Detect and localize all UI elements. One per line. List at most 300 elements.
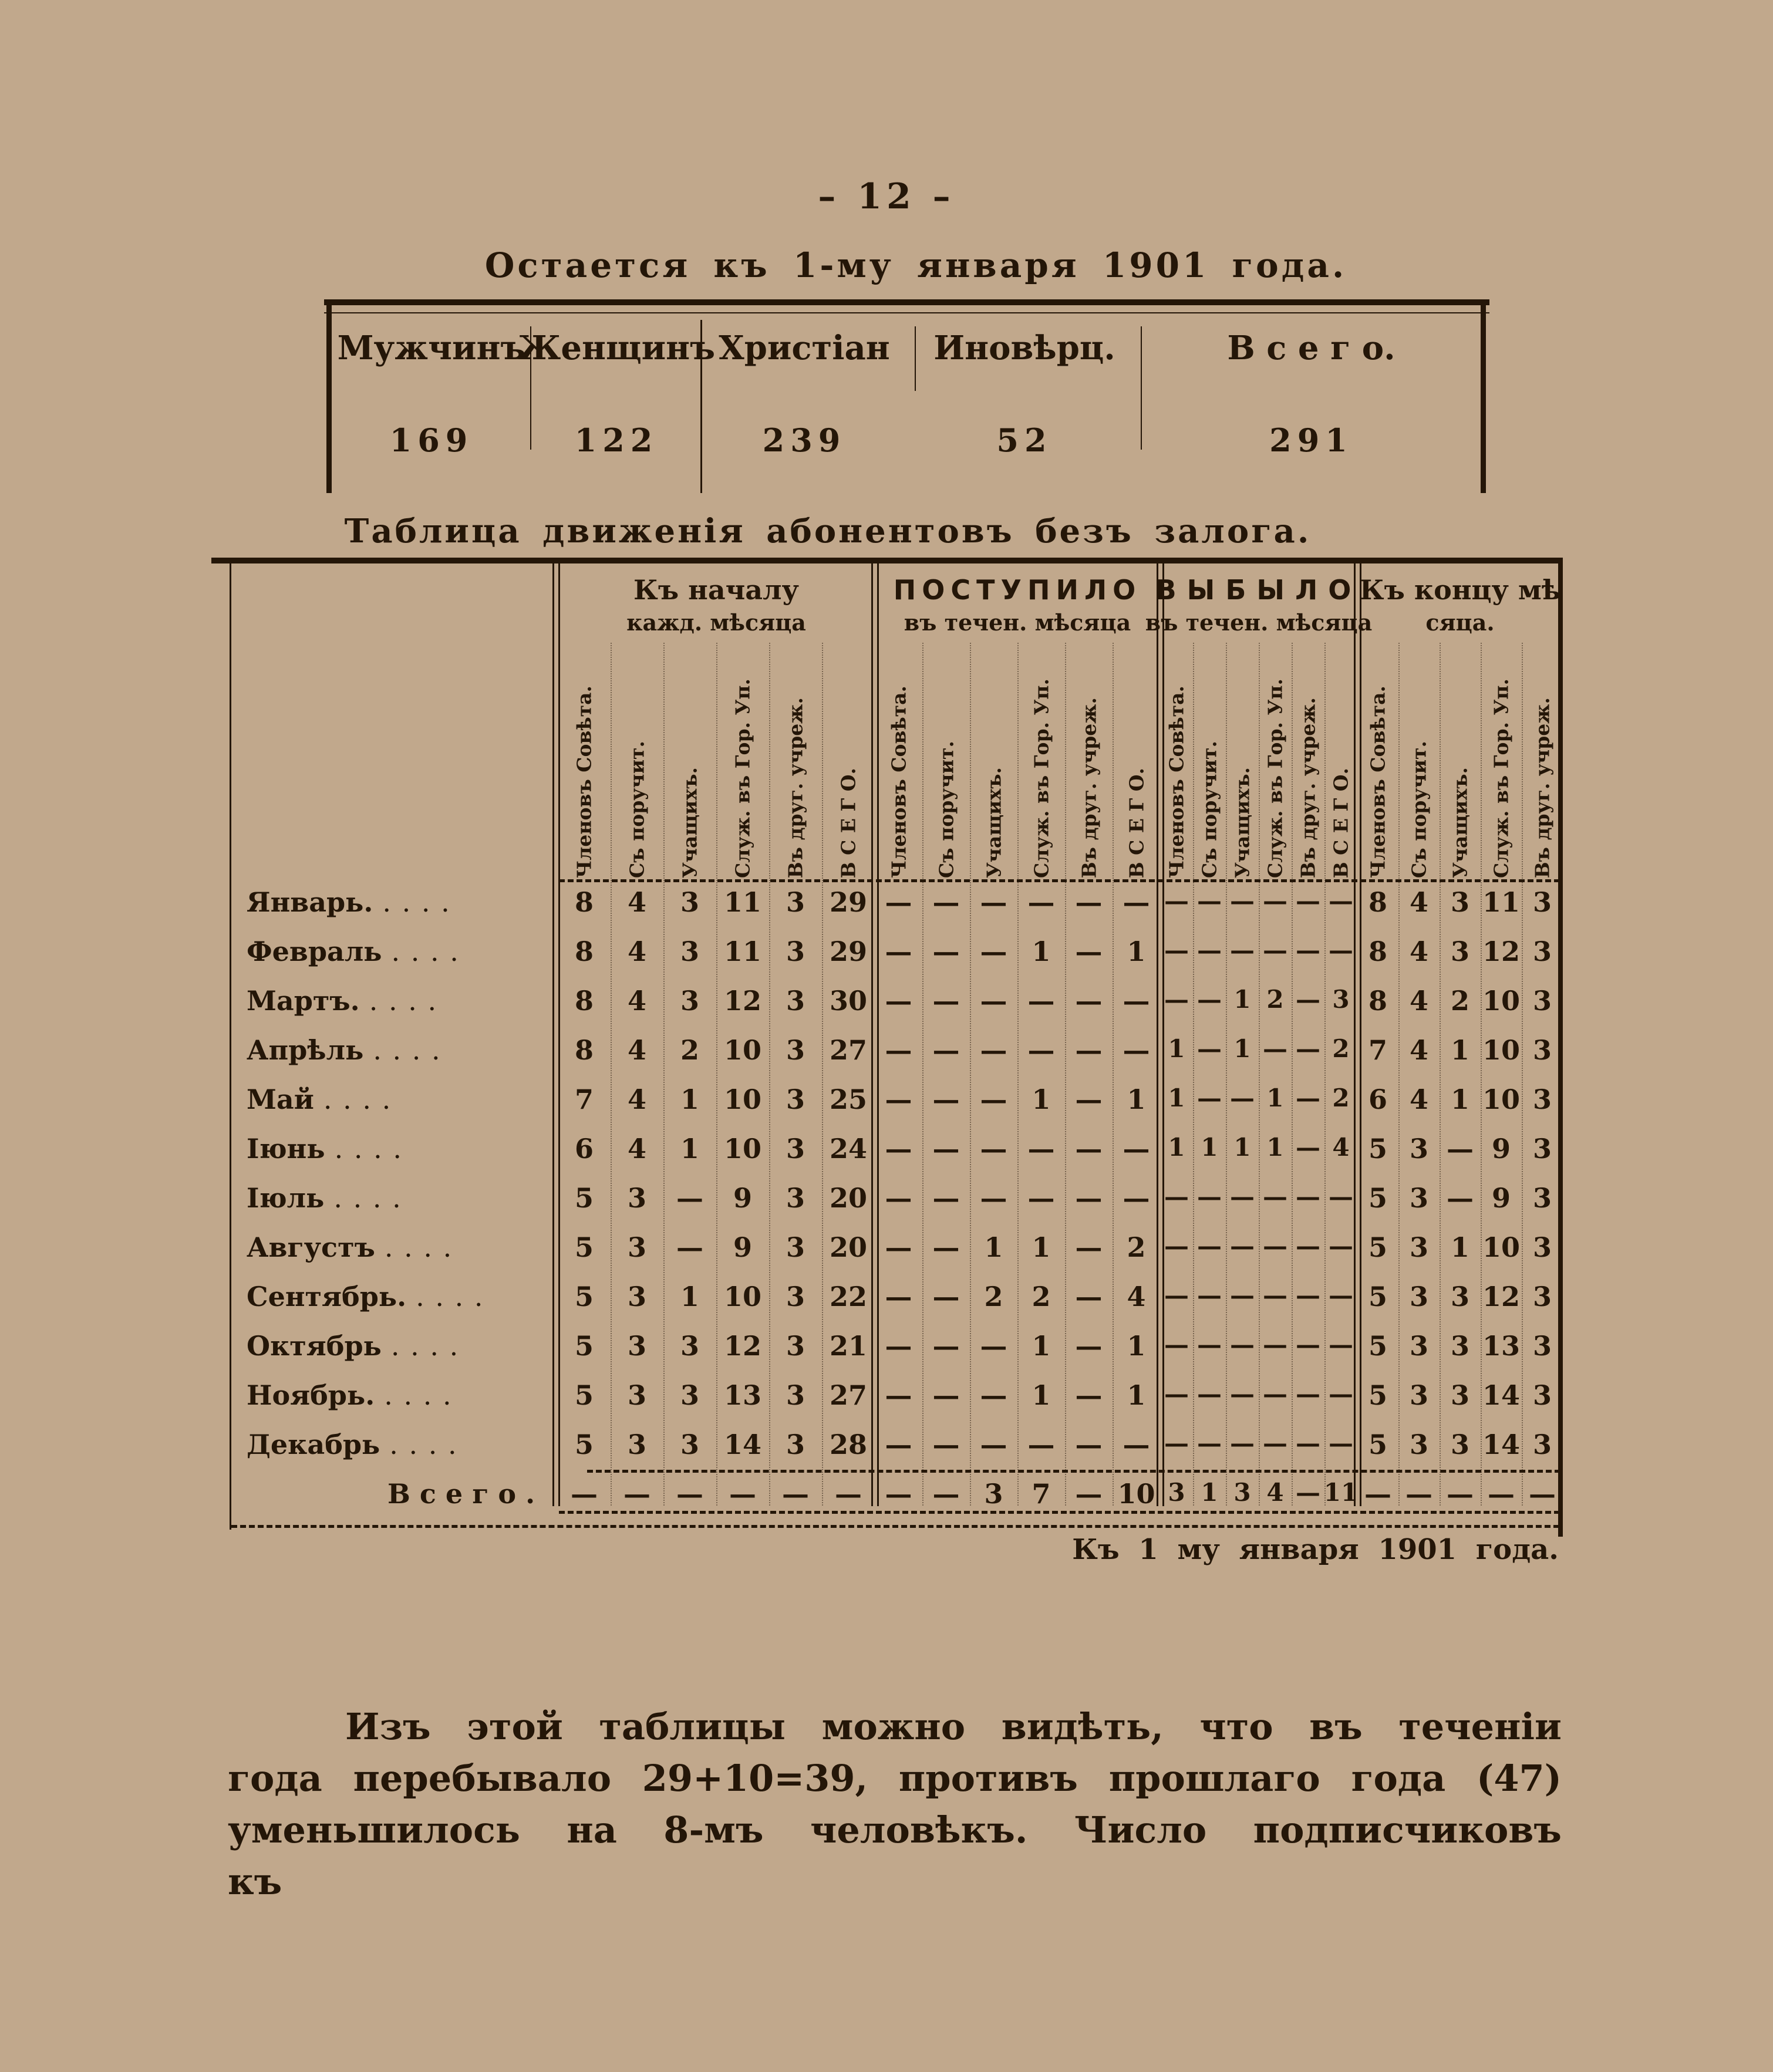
- data-cell: 4: [627, 1133, 647, 1165]
- data-cell: —: [1230, 1281, 1255, 1310]
- data-cell: 7: [1032, 1478, 1051, 1510]
- data-cell: 3: [1409, 1330, 1429, 1362]
- data-cell: 6: [574, 1133, 594, 1165]
- data-cell: —: [1329, 1429, 1353, 1457]
- data-cell: 10: [723, 1133, 762, 1165]
- data-cell: —: [1329, 1330, 1353, 1359]
- data-cell: 5: [1368, 1133, 1388, 1165]
- column-header-rotated: [922, 640, 970, 880]
- data-cell: —: [885, 1281, 912, 1312]
- data-cell: 3: [1409, 1379, 1429, 1411]
- dot-leader: . . . .: [334, 1133, 403, 1165]
- data-cell: 3: [627, 1379, 647, 1411]
- row-label-month: [247, 1182, 402, 1214]
- data-cell: 3: [1450, 1281, 1470, 1312]
- data-cell: —: [1075, 1182, 1103, 1214]
- data-cell: 21: [829, 1330, 868, 1362]
- data-cell: 3: [1532, 936, 1552, 967]
- data-cell: 3: [984, 1478, 1003, 1510]
- data-cell: —: [885, 1034, 912, 1066]
- data-cell: 10: [1482, 1231, 1521, 1263]
- summary-value: 122: [574, 421, 659, 459]
- data-cell: —: [1164, 1379, 1189, 1408]
- data-cell: 30: [829, 985, 868, 1017]
- data-cell: 27: [829, 1034, 868, 1066]
- dot-leader: . . . .: [390, 1330, 460, 1362]
- data-cell: 14: [1482, 1379, 1521, 1411]
- data-cell: —: [1447, 1133, 1474, 1165]
- bottom-rule: [231, 1525, 1559, 1528]
- column-header-rotated: [970, 640, 1017, 880]
- column-header-rotated: [1522, 640, 1563, 880]
- data-cell: —: [1075, 1379, 1103, 1411]
- dot-leader: . . . .: [369, 985, 438, 1017]
- data-cell: —: [932, 1429, 960, 1460]
- data-cell: —: [1447, 1182, 1474, 1214]
- data-cell: 3: [1532, 1330, 1552, 1362]
- dot-leader: . . . .: [416, 1281, 484, 1312]
- data-cell: 3: [786, 1034, 805, 1066]
- data-cell: —: [1329, 936, 1353, 964]
- data-cell: 11: [723, 886, 762, 918]
- data-cell: 1: [1168, 1084, 1185, 1112]
- data-cell: —: [885, 1182, 912, 1214]
- data-cell: 3: [786, 936, 805, 967]
- data-cell: —: [729, 1478, 756, 1510]
- data-cell: 4: [627, 1084, 647, 1115]
- data-cell: 3: [680, 936, 700, 967]
- data-cell: —: [1164, 1182, 1189, 1211]
- row-label-total: В с е г о .: [387, 1478, 535, 1510]
- data-cell: —: [1197, 1084, 1222, 1112]
- month-name: Декабрь: [247, 1429, 390, 1460]
- column-header-label: В С Е Г О.: [1329, 767, 1353, 878]
- data-cell: 3: [1450, 936, 1470, 967]
- data-cell: —: [1329, 1379, 1353, 1408]
- summary-col-header: В с е г о.: [1227, 329, 1396, 367]
- column-header-label: Съ поручит.: [1407, 741, 1431, 878]
- column-header-label: Служ. въ Гор. Уп.: [1489, 679, 1513, 878]
- column-header-label: Учащихъ.: [1448, 767, 1472, 878]
- data-cell: —: [1075, 1231, 1103, 1263]
- column-header-rotated: [769, 640, 822, 880]
- dot-leader: . . . .: [323, 1084, 392, 1115]
- summary-col-header: Мужчинъ: [337, 329, 526, 367]
- data-cell: —: [1027, 1182, 1055, 1214]
- data-cell: 10: [1117, 1478, 1155, 1510]
- data-cell: —: [932, 1034, 960, 1066]
- data-cell: —: [1263, 1182, 1287, 1211]
- column-header-label: Съ поручит.: [625, 741, 649, 878]
- column-header-rotated: [1065, 640, 1113, 880]
- column-header-label: Учащихъ.: [678, 767, 702, 878]
- data-cell: 5: [1368, 1231, 1388, 1263]
- data-cell: 3: [1409, 1133, 1429, 1165]
- data-cell: —: [1027, 1133, 1055, 1165]
- data-cell: 1: [1450, 1231, 1470, 1263]
- column-header-label: В С Е Г О.: [837, 767, 860, 878]
- data-cell: 3: [627, 1231, 647, 1263]
- data-cell: 3: [627, 1330, 647, 1362]
- column-header-rotated: [1193, 640, 1226, 880]
- data-cell: 4: [627, 886, 647, 918]
- data-cell: 1: [1032, 1084, 1051, 1115]
- data-cell: 14: [1482, 1429, 1521, 1460]
- data-cell: 24: [829, 1133, 868, 1165]
- data-cell: 3: [1532, 1034, 1552, 1066]
- data-cell: —: [1230, 886, 1255, 915]
- data-cell: 3: [1168, 1478, 1185, 1507]
- column-header-label: Членовъ Совѣта.: [1165, 685, 1188, 878]
- data-cell: 8: [574, 936, 594, 967]
- data-cell: 5: [1368, 1281, 1388, 1312]
- body-paragraph: Изъ этой таблицы можно видѣть, что въ теченіи года перебывало 29+10=39, противъ прошлаго года (47) уменьшилось на 8-мъ человѣкъ. Число подписчиковъ къ: [228, 1705, 1562, 1903]
- column-header-label: Служ. въ Гор. Уп.: [731, 679, 754, 878]
- column-header-rotated: [558, 640, 611, 880]
- data-cell: 3: [1532, 1429, 1552, 1460]
- column-header-rotated: [1113, 640, 1160, 880]
- data-cell: —: [1123, 1182, 1150, 1214]
- data-cell: —: [1197, 886, 1222, 915]
- column-header-rotated: [1398, 640, 1440, 880]
- data-cell: —: [1123, 1133, 1150, 1165]
- column-header-label: Въ друг. учреж.: [1296, 697, 1320, 878]
- column-header-rotated: [1226, 640, 1259, 880]
- table-rule-right: [1481, 299, 1486, 493]
- data-cell: 12: [723, 985, 762, 1017]
- data-cell: 4: [1409, 985, 1429, 1017]
- data-cell: 5: [1368, 1379, 1388, 1411]
- data-cell: 3: [786, 1084, 805, 1115]
- data-cell: 4: [1409, 936, 1429, 967]
- dot-leader: . . . .: [384, 1379, 453, 1411]
- data-cell: 10: [723, 1281, 762, 1312]
- data-cell: —: [1296, 1231, 1320, 1260]
- row-label-month: [247, 1231, 453, 1263]
- data-cell: 22: [829, 1281, 868, 1312]
- data-cell: —: [1263, 1231, 1287, 1260]
- data-cell: —: [1197, 1182, 1222, 1211]
- data-cell: 28: [829, 1429, 868, 1460]
- data-cell: 5: [574, 1330, 594, 1362]
- summary-value: 52: [996, 421, 1053, 459]
- dot-leader: . . . .: [333, 1182, 402, 1214]
- bottom-rule: [559, 1511, 1560, 1514]
- data-cell: —: [1263, 1379, 1287, 1408]
- data-cell: 8: [574, 1034, 594, 1066]
- data-cell: —: [1329, 1281, 1353, 1310]
- data-cell: —: [932, 1478, 960, 1510]
- data-cell: 1: [1032, 936, 1051, 967]
- column-header-rotated: [716, 640, 769, 880]
- month-name: Іюль: [247, 1182, 334, 1214]
- data-cell: —: [1075, 1330, 1103, 1362]
- data-cell: 2: [1332, 1034, 1350, 1063]
- data-cell: —: [980, 886, 1007, 918]
- data-cell: —: [932, 1281, 960, 1312]
- row-label-month: [247, 1034, 441, 1066]
- dot-leader: . . . .: [373, 1034, 441, 1066]
- data-cell: —: [932, 1231, 960, 1263]
- data-cell: —: [1296, 936, 1320, 964]
- data-cell: 4: [627, 985, 647, 1017]
- data-cell: 2: [680, 1034, 700, 1066]
- data-cell: 3: [1409, 1182, 1429, 1214]
- data-cell: —: [980, 1379, 1007, 1411]
- data-cell: —: [1296, 985, 1320, 1014]
- data-cell: 3: [1450, 1429, 1470, 1460]
- data-cell: —: [1123, 985, 1150, 1017]
- data-cell: —: [1488, 1478, 1515, 1510]
- data-cell: —: [1296, 886, 1320, 915]
- data-cell: —: [1447, 1478, 1474, 1510]
- data-cell: —: [1263, 1330, 1287, 1359]
- data-cell: 4: [1409, 1084, 1429, 1115]
- data-cell: 11: [723, 936, 762, 967]
- column-header-rotated: [822, 640, 875, 880]
- data-cell: 3: [1409, 1429, 1429, 1460]
- data-cell: —: [885, 886, 912, 918]
- data-cell: —: [1075, 1034, 1103, 1066]
- data-cell: 5: [1368, 1429, 1388, 1460]
- data-cell: —: [1263, 886, 1287, 915]
- data-cell: —: [932, 1182, 960, 1214]
- data-cell: 3: [1532, 1231, 1552, 1263]
- data-cell: —: [932, 1084, 960, 1115]
- month-name: Мартъ.: [247, 985, 369, 1017]
- data-cell: —: [1230, 1182, 1255, 1211]
- data-cell: 5: [574, 1281, 594, 1312]
- data-cell: 11: [1482, 886, 1521, 918]
- data-cell: 4: [1266, 1478, 1284, 1507]
- data-cell: —: [1075, 936, 1103, 967]
- data-cell: 2: [984, 1281, 1003, 1312]
- data-cell: 1: [680, 1084, 700, 1115]
- data-cell: 10: [1482, 1034, 1521, 1066]
- data-cell: 1: [1168, 1133, 1185, 1162]
- column-header-label: Съ поручит.: [1198, 741, 1221, 878]
- data-cell: —: [1230, 1231, 1255, 1260]
- data-cell: 2: [1032, 1281, 1051, 1312]
- data-cell: 1: [1127, 1330, 1146, 1362]
- data-cell: —: [1263, 1429, 1287, 1457]
- data-cell: 8: [1368, 886, 1388, 918]
- data-cell: 3: [1450, 886, 1470, 918]
- data-cell: 3: [1532, 1084, 1552, 1115]
- data-cell: 8: [574, 886, 594, 918]
- data-cell: —: [1075, 1429, 1103, 1460]
- data-cell: —: [1329, 1231, 1353, 1260]
- data-cell: —: [1123, 886, 1150, 918]
- data-cell: 1: [1127, 1379, 1146, 1411]
- summary-col-header: Иновѣрц.: [933, 329, 1115, 367]
- data-cell: —: [1364, 1478, 1391, 1510]
- data-cell: —: [1164, 1429, 1189, 1457]
- data-cell: —: [932, 985, 960, 1017]
- data-cell: —: [885, 1084, 912, 1115]
- data-cell: 25: [829, 1084, 868, 1115]
- column-header-label: Членовъ Совѣта.: [1366, 685, 1390, 878]
- data-cell: —: [1296, 1281, 1320, 1310]
- data-cell: —: [885, 985, 912, 1017]
- data-cell: 1: [680, 1281, 700, 1312]
- data-cell: —: [1263, 1281, 1287, 1310]
- data-cell: 20: [829, 1231, 868, 1263]
- data-cell: 11: [1323, 1478, 1359, 1507]
- row-label-month: [247, 1429, 458, 1460]
- data-cell: 3: [786, 1133, 805, 1165]
- summary-title: Остается къ 1-му января 1901 года.: [484, 245, 1347, 285]
- summary-value: 239: [762, 421, 847, 459]
- data-cell: 4: [627, 1034, 647, 1066]
- data-cell: 1: [1127, 1084, 1146, 1115]
- summary-value: 291: [1269, 421, 1353, 459]
- column-header-label: Учащихъ.: [982, 767, 1005, 878]
- row-label-month: [247, 985, 437, 1017]
- data-cell: —: [932, 1379, 960, 1411]
- dot-leader: . . . .: [382, 886, 451, 918]
- row-label-month: [247, 1330, 459, 1362]
- data-cell: —: [1296, 1084, 1320, 1112]
- data-cell: 5: [574, 1429, 594, 1460]
- month-name: Январь.: [247, 886, 383, 918]
- data-cell: 14: [723, 1429, 762, 1460]
- data-cell: 8: [574, 985, 594, 1017]
- data-cell: 3: [1532, 1379, 1552, 1411]
- table-rule-left: [326, 299, 332, 493]
- data-cell: —: [1027, 1429, 1055, 1460]
- row-label-month: [247, 1281, 484, 1312]
- column-header-label: Служ. въ Гор. Уп.: [1263, 679, 1287, 878]
- data-cell: 4: [627, 936, 647, 967]
- summary-value: 169: [389, 421, 474, 459]
- group-header-sub: въ течен. мѣсяца: [1145, 609, 1373, 636]
- data-cell: 1: [1032, 1231, 1051, 1263]
- data-cell: 5: [574, 1231, 594, 1263]
- data-cell: 2: [1266, 985, 1284, 1014]
- group-header-sub: сяца.: [1425, 609, 1495, 636]
- data-cell: —: [1197, 1281, 1222, 1310]
- data-cell: —: [932, 1133, 960, 1165]
- month-name: Май: [247, 1084, 323, 1115]
- data-cell: —: [1164, 1330, 1189, 1359]
- data-cell: 3: [786, 985, 805, 1017]
- data-cell: 3: [1233, 1478, 1251, 1507]
- data-cell: —: [932, 886, 960, 918]
- data-cell: 1: [1201, 1478, 1218, 1507]
- data-cell: 3: [1532, 985, 1552, 1017]
- data-cell: 3: [680, 1429, 700, 1460]
- data-cell: —: [1197, 1034, 1222, 1063]
- data-cell: —: [1296, 1330, 1320, 1359]
- data-cell: —: [1263, 936, 1287, 964]
- data-cell: 3: [1532, 1133, 1552, 1165]
- month-name: Апрѣль: [247, 1034, 373, 1066]
- data-cell: —: [885, 1478, 912, 1510]
- column-header-label: Служ. въ Гор. Уп.: [1030, 679, 1053, 878]
- data-cell: 29: [829, 886, 868, 918]
- data-cell: —: [1230, 1330, 1255, 1359]
- column-header-label: Членовъ Совѣта.: [887, 685, 910, 878]
- data-cell: 12: [1482, 936, 1521, 967]
- column-header-label: Учащихъ.: [1231, 767, 1254, 878]
- data-cell: 3: [680, 1330, 700, 1362]
- data-cell: 5: [1368, 1330, 1388, 1362]
- data-cell: —: [980, 1429, 1007, 1460]
- data-cell: 12: [1482, 1281, 1521, 1312]
- data-cell: 9: [1491, 1133, 1511, 1165]
- data-cell: 1: [1266, 1084, 1284, 1112]
- column-header-label: В С Е Г О.: [1125, 767, 1148, 878]
- data-cell: 10: [1482, 1084, 1521, 1115]
- data-cell: —: [1296, 1133, 1320, 1162]
- data-cell: 3: [1450, 1330, 1470, 1362]
- data-cell: 8: [1368, 936, 1388, 967]
- data-cell: 1: [1233, 1133, 1251, 1162]
- data-cell: —: [1197, 1379, 1222, 1408]
- data-cell: 3: [627, 1182, 647, 1214]
- summary-col-header: Женщинъ: [517, 329, 716, 367]
- column-header-label: Съ поручит.: [935, 741, 958, 878]
- data-cell: 10: [723, 1034, 762, 1066]
- table-rule-left: [230, 558, 231, 1530]
- data-cell: 3: [786, 1231, 805, 1263]
- data-cell: 3: [1409, 1281, 1429, 1312]
- data-cell: —: [1230, 1429, 1255, 1457]
- column-header-label: Въ друг. учреж.: [1531, 697, 1554, 878]
- month-name: Февраль: [247, 936, 392, 967]
- data-cell: 3: [1532, 1281, 1552, 1312]
- data-cell: 3: [627, 1281, 647, 1312]
- data-cell: —: [980, 1084, 1007, 1115]
- data-cell: —: [980, 1133, 1007, 1165]
- group-header: ВЫБЫЛО: [1155, 574, 1362, 606]
- data-cell: —: [980, 1330, 1007, 1362]
- data-cell: 9: [733, 1182, 753, 1214]
- data-cell: 3: [786, 1281, 805, 1312]
- data-cell: —: [1164, 1231, 1189, 1260]
- month-name: Октябрь: [247, 1330, 391, 1362]
- data-cell: —: [1075, 1478, 1103, 1510]
- data-cell: —: [1296, 1429, 1320, 1457]
- data-cell: —: [1164, 886, 1189, 915]
- data-cell: —: [623, 1478, 650, 1510]
- column-header-rotated: [1259, 640, 1292, 880]
- data-cell: —: [1075, 985, 1103, 1017]
- data-cell: 5: [574, 1379, 594, 1411]
- column-divider: [1141, 326, 1142, 450]
- data-cell: 6: [1368, 1084, 1388, 1115]
- data-cell: —: [885, 1330, 912, 1362]
- data-cell: —: [1197, 936, 1222, 964]
- data-cell: —: [1027, 985, 1055, 1017]
- group-header-sub: кажд. мѣсяца: [626, 609, 806, 636]
- data-cell: —: [1197, 1231, 1222, 1260]
- group-header-sub: въ течен. мѣсяца: [904, 609, 1131, 636]
- month-name: Іюнь: [247, 1133, 335, 1165]
- data-cell: 1: [1233, 1034, 1251, 1063]
- data-cell: —: [980, 985, 1007, 1017]
- dot-leader: . . . .: [391, 936, 460, 967]
- data-cell: 2: [1332, 1084, 1350, 1112]
- data-cell: 3: [1532, 886, 1552, 918]
- data-cell: 7: [574, 1084, 594, 1115]
- group-header: Къ концу мѣ: [1359, 574, 1561, 606]
- movement-title: Таблица движенія абонентовъ безъ залога.: [344, 512, 1312, 551]
- data-cell: —: [1263, 1034, 1287, 1063]
- data-cell: —: [1123, 1429, 1150, 1460]
- data-cell: —: [1296, 1478, 1320, 1507]
